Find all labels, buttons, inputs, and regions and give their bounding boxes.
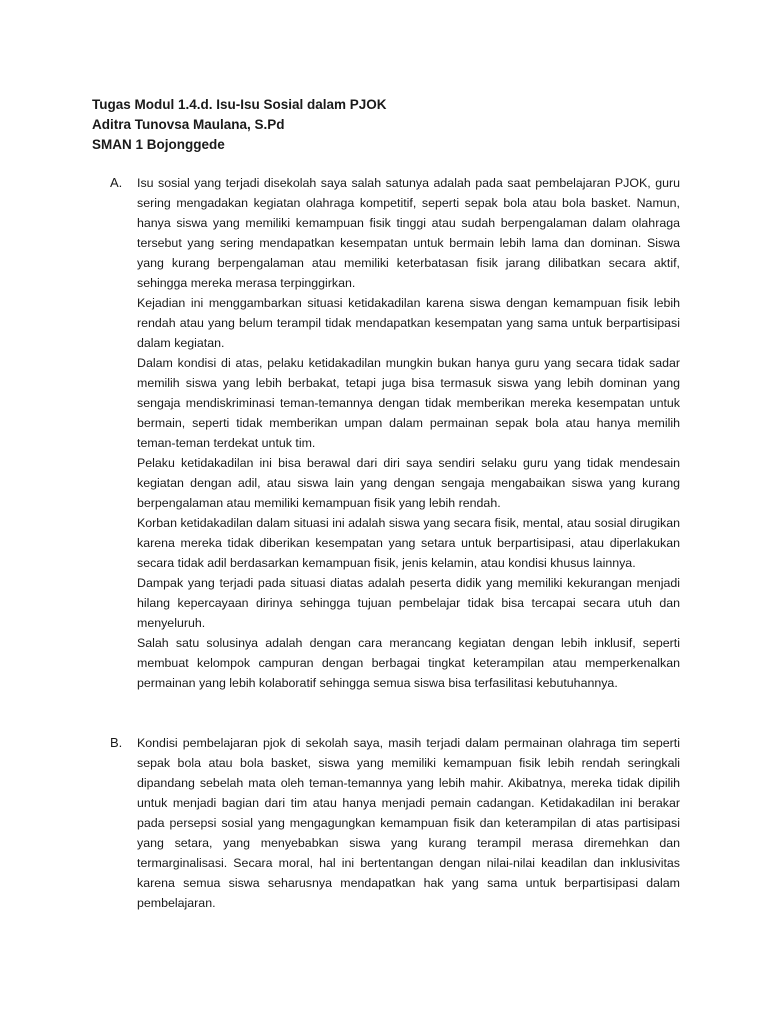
document-header	[92, 95, 692, 155]
author-name: Aditra Tunovsa Maulana, S.Pd	[92, 117, 285, 132]
section-a-paragraph-5: Korban ketidakadilan dalam situasi ini adalah siswa yang secara fisik, mental, atau sosial dirugikan karena mereka tidak diberikan kesempatan yang setara untuk berpartisipasi, atau diperlakukan secara tidak adil berdasarkan kemampuan fisik, jenis kelamin, atau kondisi khusus lainnya.	[137, 516, 680, 570]
section-b-paragraph-1: Kondisi pembelajaran pjok di sekolah saya, masih terjadi dalam permainan olahraga tim seperti sepak bola atau bola basket, siswa yang memiliki kemampuan fisik lebih rendah seringkali dipandang sebelah mata oleh teman-temannya yang lebih mahir. Akibatnya, mereka tidak dipilih untuk menjadi bagian dari tim atau hanya menjadi pemain cadangan. Ketidakadilan ini berakar pada persepsi sosial yang mengagungkan kemampuan fisik dan keterampilan di atas partisipasi yang setara, yang menyebabkan siswa yang kurang terampil merasa diremehkan dan termarginalisasi. Secara moral, hal ini bertentangan dengan nilai-nilai keadilan dan inklusivitas karena semua siswa seharusnya mendapatkan hak yang sama untuk berpartisipasi dalam pembelajaran.	[137, 736, 680, 910]
section-a-body	[137, 173, 680, 693]
school-name: SMAN 1 Bojonggede	[92, 137, 225, 152]
section-a-paragraph-6: Dampak yang terjadi pada situasi diatas adalah peserta didik yang memiliki kekurangan menjadi hilang kepercayaan dirinya sehingga tujuan pembelajar tidak bisa tercapai secara utuh dan menyeluruh.	[137, 576, 680, 630]
section-a-marker: A.	[110, 175, 123, 190]
section-a-paragraph-7: Salah satu solusinya adalah dengan cara merancang kegiatan dengan lebih inklusif, seperti membuat kelompok campuran dengan berbagai tingkat keterampilan atau memperkenalkan permainan yang lebih kolaboratif sehingga semua siswa bisa terfasilitasi kebutuhannya.	[137, 636, 680, 690]
section-b-marker: B.	[110, 735, 123, 750]
section-a-paragraph-3: Dalam kondisi di atas, pelaku ketidakadilan mungkin bukan hanya guru yang secara tidak sadar memilih siswa yang lebih berbakat, tetapi juga bisa termasuk siswa yang lebih dominan yang sengaja mendiskriminasi teman-temannya dengan tidak memberikan mereka kesempatan untuk bermain, seperti tidak memberikan umpan dalam permainan sepak bola atau hanya memilih teman-teman terdekat untuk tim.	[137, 356, 680, 450]
section-a-paragraph-1: Isu sosial yang terjadi disekolah saya salah satunya adalah pada saat pembelajaran PJOK, guru sering mengadakan kegiatan olahraga kompetitif, seperti sepak bola atau bola basket. Namun, hanya siswa yang memiliki kemampuan fisik tinggi atau sudah berpengalaman dalam olahraga tersebut yang sering mendapatkan kesempatan untuk bermain lebih lama dan dominan. Siswa yang kurang berpengalaman atau memiliki keterbatasan fisik jarang dilibatkan secara aktif, sehingga mereka merasa terpinggirkan.	[137, 176, 680, 290]
assignment-title: Tugas Modul 1.4.d. Isu-Isu Sosial dalam PJOK	[92, 97, 387, 112]
section-a-paragraph-2: Kejadian ini menggambarkan situasi ketidakadilan karena siswa dengan kemampuan fisik lebih rendah atau yang belum terampil tidak mendapatkan kesempatan yang sama untuk berpartisipasi dalam kegiatan.	[137, 296, 680, 350]
section-b-body	[137, 733, 680, 913]
section-a-paragraph-4: Pelaku ketidakadilan ini bisa berawal dari diri saya sendiri selaku guru yang tidak mendesain kegiatan dengan adil, atau siswa lain yang dengan sengaja mengabaikan siswa yang kurang berpengalaman atau memiliki kemampuan fisik yang lebih rendah.	[137, 456, 680, 510]
